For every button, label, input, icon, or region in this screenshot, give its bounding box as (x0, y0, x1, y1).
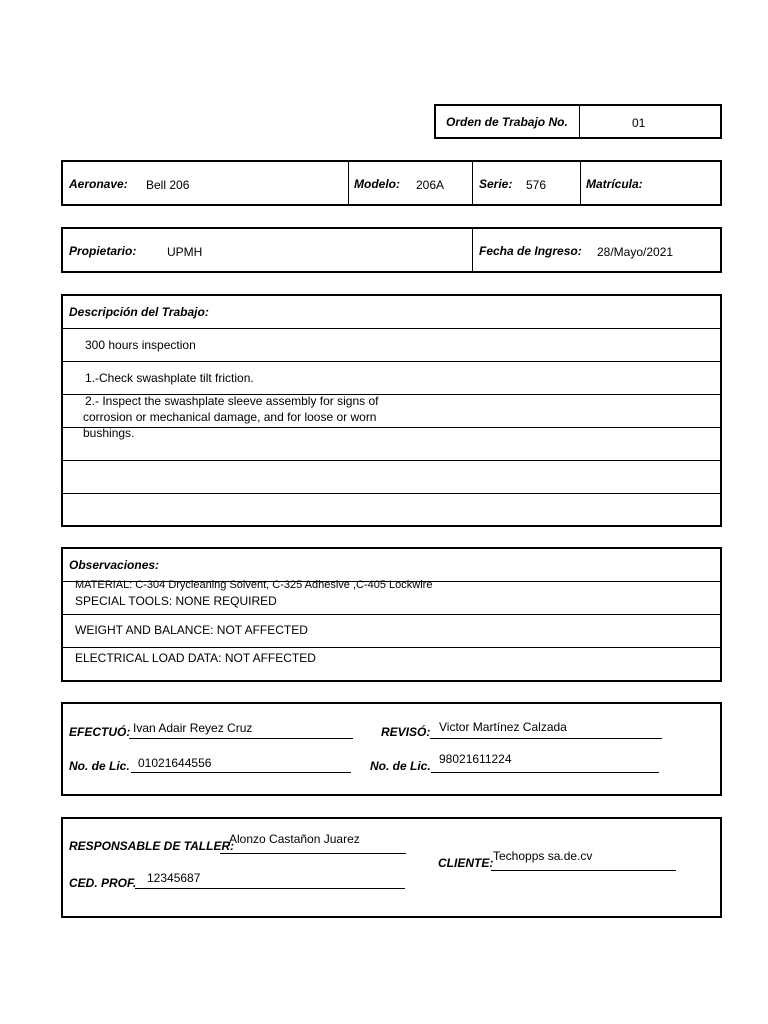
observaciones-line: SPECIAL TOOLS: NONE REQUIRED (75, 594, 277, 608)
divider (348, 162, 349, 204)
reviso-value: Victor Martínez Calzada (439, 720, 567, 734)
propietario-value: UPMH (167, 245, 203, 259)
cliente-underline (491, 870, 676, 871)
lic2-underline (431, 772, 659, 773)
efectuo-label: EFECTUÓ: (69, 725, 131, 739)
divider (472, 229, 473, 271)
responsable-taller-label: RESPONSABLE DE TALLER: (69, 839, 235, 853)
descripcion-title: Descripción del Trabajo: (69, 305, 209, 319)
descripcion-box (61, 294, 722, 527)
aeronave-label: Aeronave: (69, 177, 128, 191)
propietario-label: Propietario: (69, 244, 137, 258)
lic1-value: 01021644556 (138, 756, 212, 770)
divider (63, 647, 720, 648)
descripcion-line: 2.- Inspect the swashplate sleeve assembly for signs of (85, 394, 379, 408)
serie-value: 576 (526, 178, 547, 192)
modelo-label: Modelo: (354, 177, 400, 191)
descripcion-line: 1.-Check swashplate tilt friction. (85, 371, 254, 385)
divider (63, 361, 720, 362)
observaciones-line: MATERIAL: C-304 Drycleaning Solvent, C-325 Adhesive ,C-405 Lockwire (75, 579, 433, 591)
fecha-ingreso-value: 28/Mayo/2021 (597, 245, 674, 259)
ced-prof-value: 12345687 (147, 871, 201, 885)
ced-prof-label: CED. PROF. (69, 876, 137, 890)
propietario-box (61, 227, 722, 273)
serie-label: Serie: (479, 177, 513, 191)
reviso-underline (430, 738, 662, 739)
descripcion-line: bushings. (83, 426, 135, 440)
efectuo-underline (129, 738, 353, 739)
taller-box (61, 817, 722, 918)
descripcion-line: 300 hours inspection (85, 338, 196, 352)
firmas-box (61, 702, 722, 796)
orden-trabajo-value: 01 (632, 116, 646, 130)
divider (63, 427, 720, 428)
cliente-value: Techopps sa.de.cv (493, 849, 593, 863)
cliente-label: CLIENTE: (438, 856, 494, 870)
orden-trabajo-label: Orden de Trabajo No. (446, 115, 568, 129)
matricula-label: Matrícula: (586, 177, 643, 191)
descripcion-line: corrosion or mechanical damage, and for loose or worn (83, 410, 377, 424)
reviso-label: REVISÓ: (381, 725, 431, 739)
lic2-label: No. de Lic. (370, 759, 431, 773)
divider (63, 614, 720, 615)
aeronave-value: Bell 206 (146, 178, 190, 192)
responsable-taller-value: Alonzo Castañon Juarez (229, 832, 360, 846)
divider (579, 106, 580, 137)
divider (63, 328, 720, 329)
modelo-value: 206A (416, 178, 445, 192)
divider (63, 493, 720, 494)
divider (472, 162, 473, 204)
ced-prof-underline (135, 888, 405, 889)
responsable-underline (220, 853, 406, 854)
aeronave-box (61, 160, 722, 206)
observaciones-line: WEIGHT AND BALANCE: NOT AFFECTED (75, 623, 308, 637)
observaciones-line: ELECTRICAL LOAD DATA: NOT AFFECTED (75, 651, 316, 665)
fecha-ingreso-label: Fecha de Ingreso: (479, 244, 582, 258)
lic2-value: 98021611224 (439, 752, 512, 766)
orden-trabajo-box (434, 104, 722, 139)
divider (580, 162, 581, 204)
lic1-underline (131, 772, 351, 773)
efectuo-value: Ivan Adair Reyez Cruz (133, 721, 253, 735)
observaciones-title: Observaciones: (69, 558, 160, 572)
lic1-label: No. de Lic. (69, 759, 130, 773)
divider (63, 460, 720, 461)
observaciones-box (61, 547, 722, 682)
